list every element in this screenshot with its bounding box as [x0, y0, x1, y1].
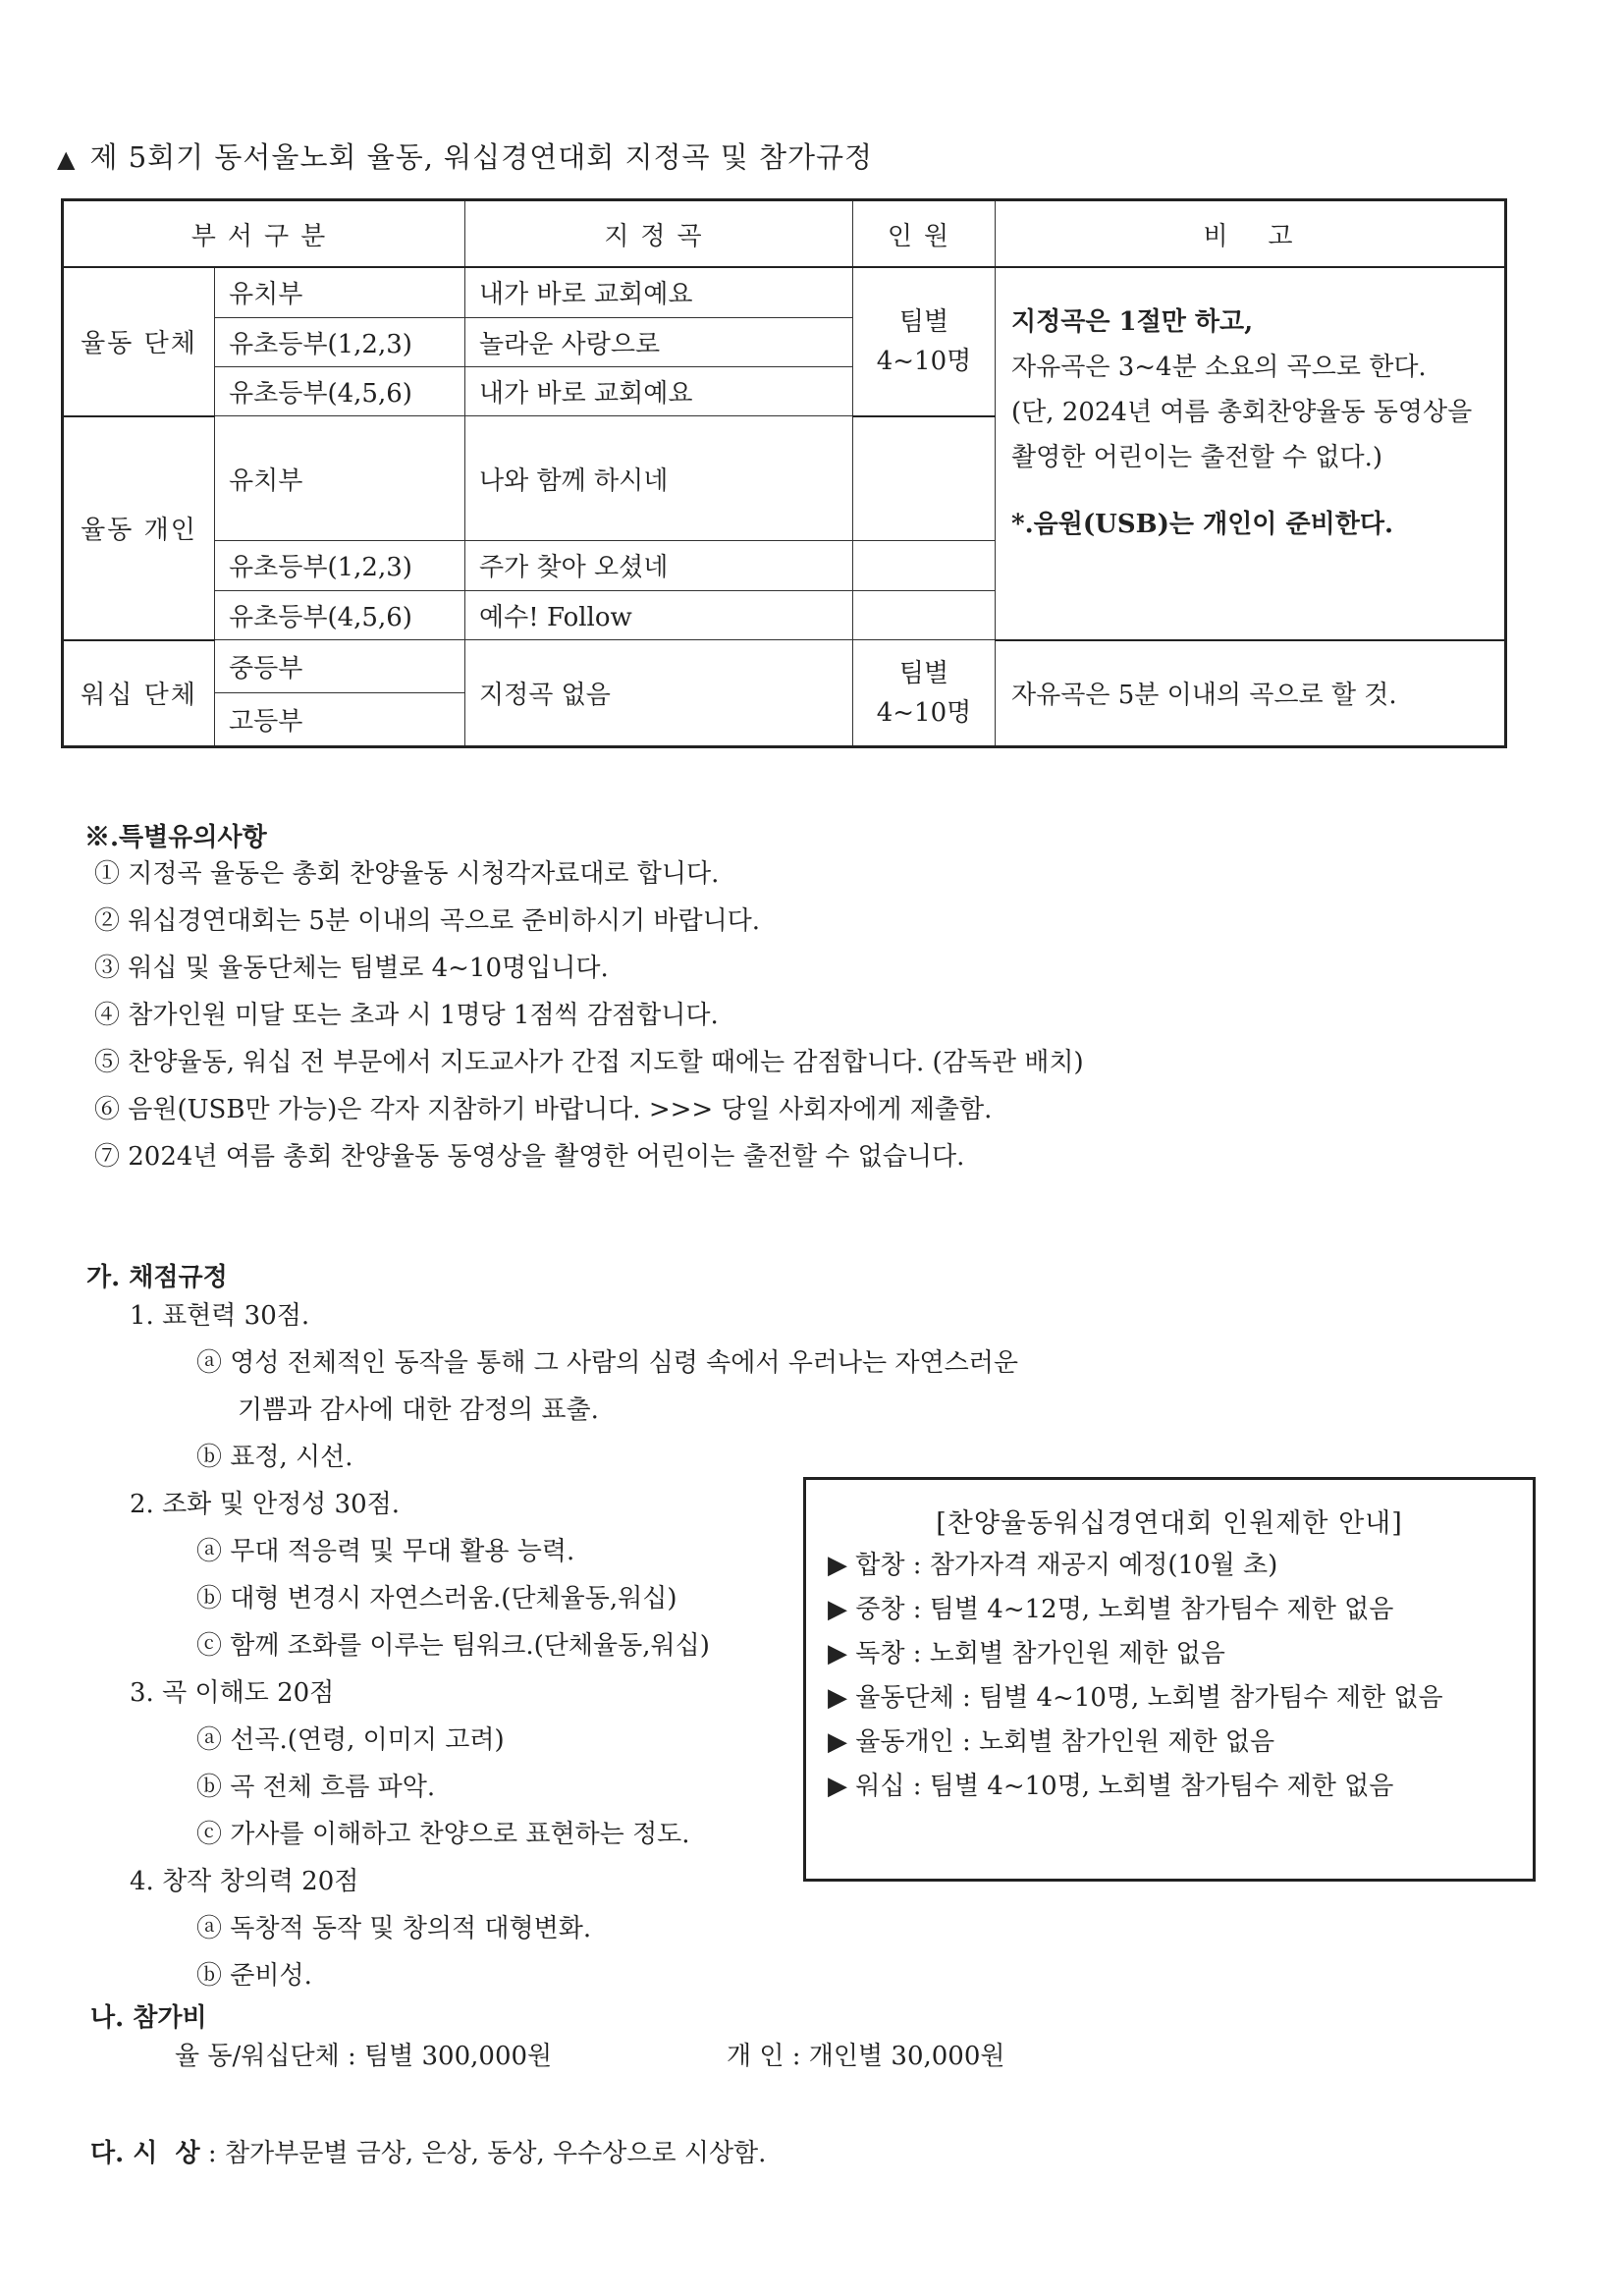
song-cell: 나와 함께 하시네	[465, 416, 853, 541]
song-cell: 놀라운 사랑으로	[465, 317, 853, 366]
limit-info-box	[803, 1477, 1536, 1882]
special-heading: ※.특별유의사항	[84, 823, 267, 852]
list-item: ⑦ 2024년 여름 총회 찬양율동 동영상을 촬영한 어린이는 출전할 수 없습니다.	[94, 1142, 965, 1172]
song-cell: 예수! Follow	[465, 590, 853, 639]
people-cell: 팀별 4~10명	[853, 267, 996, 416]
header-people: 인원	[853, 200, 996, 268]
list-item: ▶ 합창 : 참가자격 재공지 예정(10월 초)	[828, 1551, 1278, 1580]
list-item: ⑥ 음원(USB만 가능)은 각자 지참하기 바랍니다. >>> 당일 사회자에게 제출함.	[94, 1095, 993, 1124]
dept-cell: 유초등부(1,2,3)	[215, 317, 465, 366]
award-text: : 참가부문별 금상, 은상, 동상, 우수상으로 시상함.	[199, 2139, 767, 2168]
list-item: ⓐ 독창적 동작 및 창의적 대형변화.	[196, 1914, 592, 1943]
header-song: 지정곡	[465, 200, 853, 268]
dept-cell: 중등부	[215, 640, 465, 693]
dept-cell: 유치부	[215, 416, 465, 541]
list-item: 3. 곡 이해도 20점	[130, 1678, 335, 1708]
dept-cell: 유초등부(1,2,3)	[215, 541, 465, 590]
table-row	[63, 640, 1506, 693]
list-item: ② 워십경연대회는 5분 이내의 곡으로 준비하시기 바랍니다.	[94, 906, 761, 936]
award-label: 다. 시 상	[90, 2139, 200, 2168]
list-item: ⓐ 선곡.(연령, 이미지 고려)	[196, 1725, 505, 1755]
list-item: ④ 참가인원 미달 또는 초과 시 1명당 1점씩 감점합니다.	[94, 1001, 719, 1030]
dept-cell: 유초등부(4,5,6)	[215, 590, 465, 639]
list-item: ⓑ 준비성.	[196, 1961, 312, 1991]
list-item: ▶ 율동개인 : 노회별 참가인원 제한 없음	[828, 1727, 1275, 1757]
list-item: ▶ 독창 : 노회별 참가인원 제한 없음	[828, 1639, 1225, 1668]
dept-cell: 유치부	[215, 267, 465, 317]
header-dept: 부서구분	[63, 200, 465, 268]
group-name: 율동 개인	[63, 416, 215, 640]
dept-cell: 유초등부(4,5,6)	[215, 367, 465, 416]
fee-group: 율 동/워십단체 : 팀별 300,000원	[175, 2042, 553, 2071]
people-cell: 팀별 4~10명	[853, 640, 996, 747]
scoring-heading: 가. 채점규정	[86, 1263, 228, 1292]
people-cell	[853, 416, 996, 541]
table-row	[63, 267, 1506, 317]
list-item: 2. 조화 및 안정성 30점.	[130, 1490, 401, 1519]
list-item: ⑤ 찬양율동, 워십 전 부문에서 지도교사가 간접 지도할 때에는 감점합니다. (감독관 배치)	[94, 1048, 1084, 1077]
limit-box-title: [찬양율동워십경연대회 인원제한 안내]	[936, 1508, 1403, 1539]
people-cell	[853, 541, 996, 590]
contest-table	[61, 198, 1507, 748]
header-note: 비 고	[996, 200, 1506, 268]
list-item: ⓒ 함께 조화를 이루는 팀워크.(단체율동,워십)	[196, 1631, 710, 1661]
note-cell: 자유곡은 5분 이내의 곡으로 할 것.	[996, 640, 1506, 747]
page-title: ▲ 제 5회기 동서울노회 율동, 워십경연대회 지정곡 및 참가규정	[57, 140, 874, 174]
song-cell: 주가 찾아 오셨네	[465, 541, 853, 590]
triangle-icon: ▲	[57, 145, 77, 173]
special-list	[94, 850, 1084, 1180]
table-header-row	[63, 200, 1506, 268]
fee-heading: 나. 참가비	[90, 2003, 207, 2033]
list-item: ⓑ 표정, 시선.	[196, 1443, 353, 1472]
song-cell: 지정곡 없음	[465, 640, 853, 747]
list-item: ⓑ 대형 변경시 자연스러움.(단체율동,워십)	[196, 1584, 677, 1613]
fee-individual: 개 인 : 개인별 30,000원	[727, 2042, 1005, 2071]
list-item: ⓐ 무대 적응력 및 무대 활용 능력.	[196, 1537, 575, 1566]
people-cell	[853, 590, 996, 639]
list-item: 기쁨과 감사에 대한 감정의 표출.	[238, 1395, 599, 1425]
song-cell: 내가 바로 교회예요	[465, 267, 853, 317]
list-item: ③ 워십 및 율동단체는 팀별로 4~10명입니다.	[94, 954, 609, 983]
award-line	[90, 2133, 766, 2169]
list-item: ① 지정곡 율동은 총회 찬양율동 시청각자료대로 합니다.	[94, 859, 720, 889]
song-cell: 내가 바로 교회예요	[465, 367, 853, 416]
list-item: ⓒ 가사를 이해하고 찬양으로 표현하는 정도.	[196, 1820, 690, 1849]
list-item: 4. 창작 창의력 20점	[130, 1867, 359, 1896]
dept-cell: 고등부	[215, 692, 465, 746]
list-item: ⓑ 곡 전체 흐름 파악.	[196, 1773, 436, 1802]
note-cell: 지정곡은 1절만 하고, 자유곡은 3~4분 소요의 곡으로 한다. (단, 2024년 여름 총회찬양율동 동영상을 촬영한 어린이는 출전할 수 없다.) *.음원(USB)는 개인이 준비한다.	[996, 267, 1506, 640]
list-item: ▶ 워십 : 팀별 4~10명, 노회별 참가팀수 제한 없음	[828, 1772, 1394, 1801]
list-item: ▶ 중창 : 팀별 4~12명, 노회별 참가팀수 제한 없음	[828, 1595, 1394, 1624]
list-item: ⓐ 영성 전체적인 동작을 통해 그 사람의 심령 속에서 우러나는 자연스러운	[196, 1348, 1019, 1378]
list-item: 1. 표현력 30점.	[130, 1301, 310, 1331]
list-item: ▶ 율동단체 : 팀별 4~10명, 노회별 참가팀수 제한 없음	[828, 1683, 1443, 1713]
group-name: 워십 단체	[63, 640, 215, 747]
group-name: 율동 단체	[63, 267, 215, 416]
